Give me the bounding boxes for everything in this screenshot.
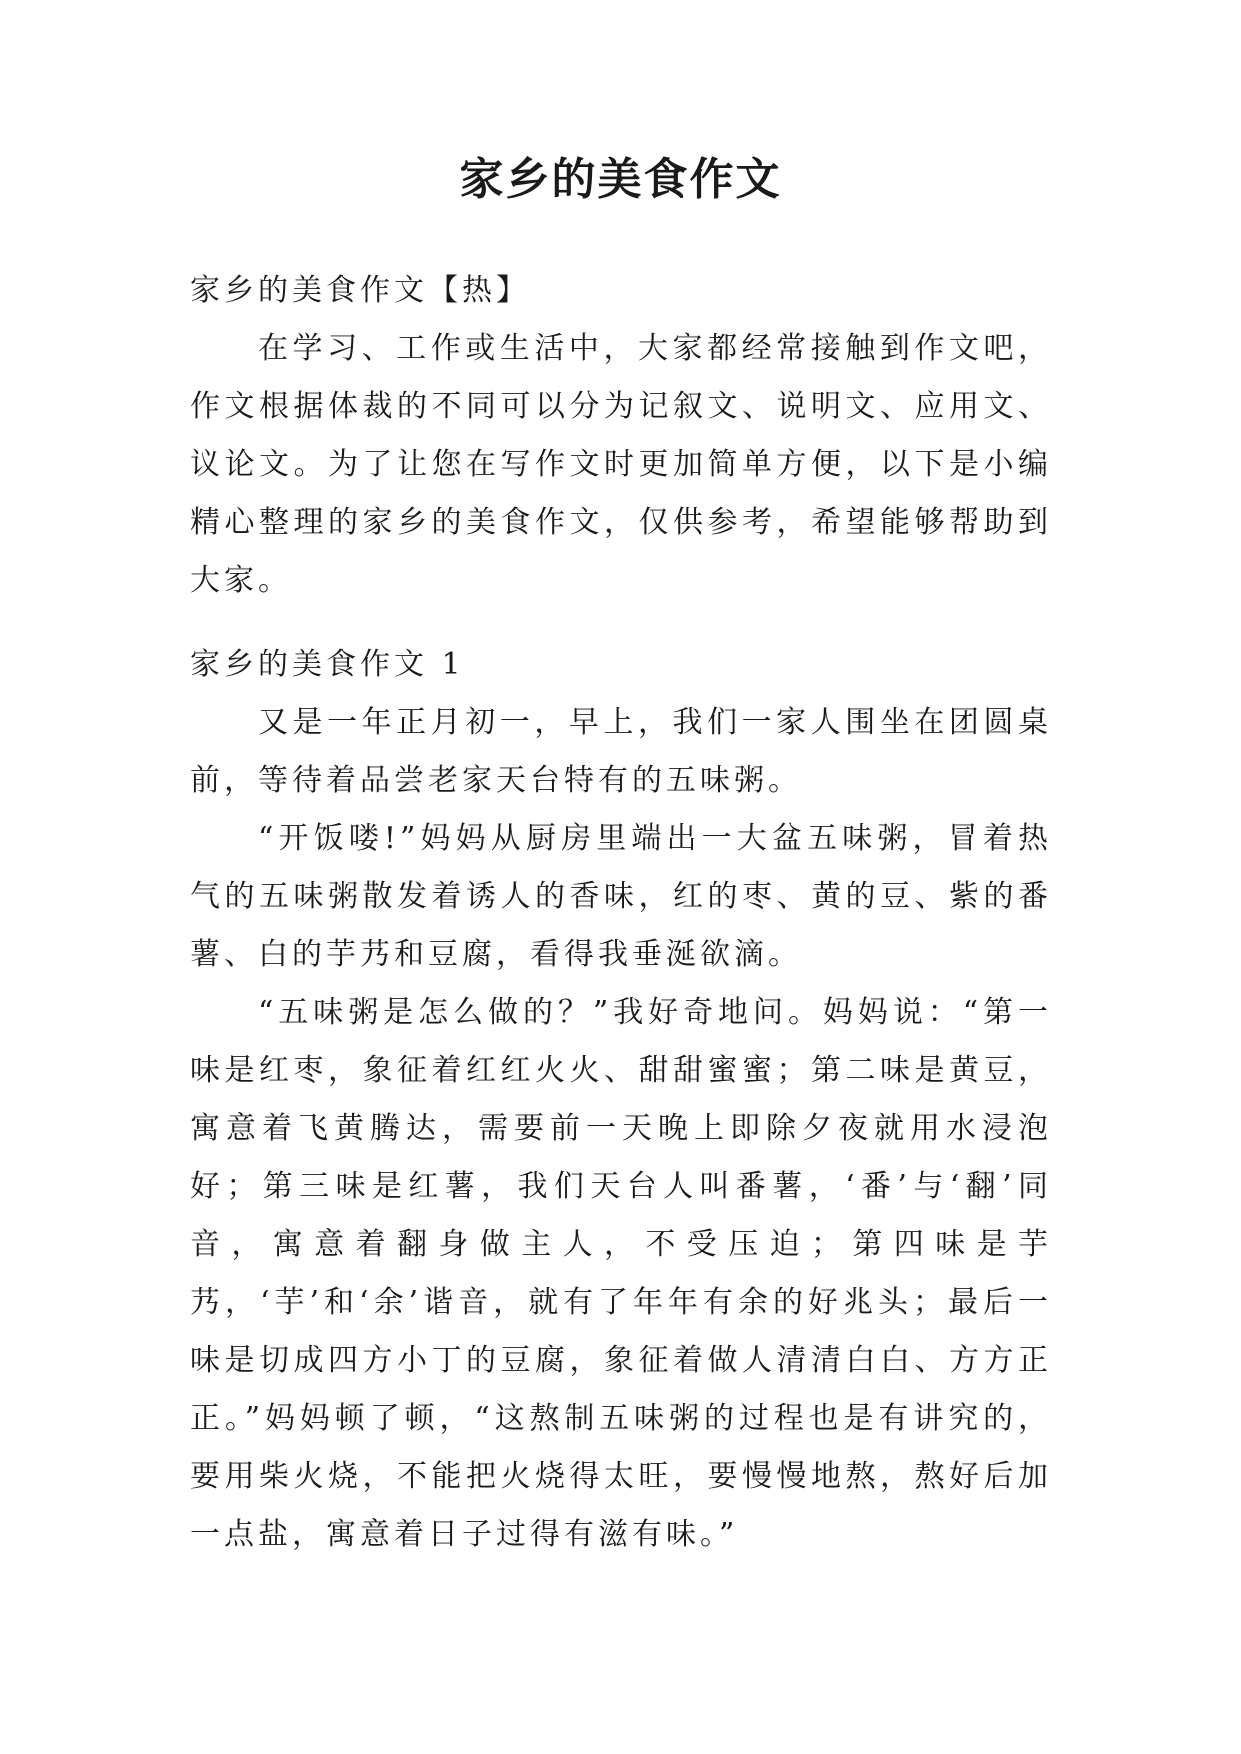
intro-paragraph: 在学习、工作或生活中，大家都经常接触到作文吧，作文根据体裁的不同可以分为记叙文、说明文、应用文、议论文。为了让您在写作文时更加简单方便，以下是小编精心整理的家乡的美食作文，仅供参考，希望能够帮助到大家。 (190, 331, 1052, 598)
essay-1-section (190, 636, 1052, 1564)
essay-1-paragraph: “开饭喽!”妈妈从厨房里端出一大盆五味粥，冒着热气的五味粥散发着诱人的香味，红的枣、黄的豆、紫的番薯、白的芋艿和豆腐，看得我垂涎欲滴。 (190, 821, 1052, 972)
essay-1-paragraph: “五味粥是怎么做的？”我好奇地问。妈妈说：“第一味是红枣，象征着红红火火、甜甜蜜蜜；第二味是黄豆，寓意着飞黄腾达，需要前一天晚上即除夕夜就用水浸泡好；第三味是红薯，我们天台人叫番薯，‘番’与‘翻’同音，寓意着翻身做主人，不受压迫；第四味是芋艿，‘芋’和‘余’谐音，就有了年年有余的好兆头；最后一味是切成四方小丁的豆腐，象征着做人清清白白、方方正正。”妈妈顿了顿，“这熬制五味粥的过程也是有讲究的，要用柴火烧，不能把火烧得太旺，要慢慢地熬，熬好后加一点盐，寓意着日子过得有滋有味。” (190, 995, 1052, 1552)
intro-section (190, 262, 1052, 610)
document-title: 家乡的美食作文 (459, 154, 782, 205)
essay-1-paragraph: 又是一年正月初一，早上，我们一家人围坐在团圆桌前，等待着品尝老家天台特有的五味粥。 (190, 705, 1052, 798)
essay-1-heading: 家乡的美食作文 1 (190, 647, 465, 682)
intro-heading: 家乡的美食作文【热】 (190, 273, 530, 308)
